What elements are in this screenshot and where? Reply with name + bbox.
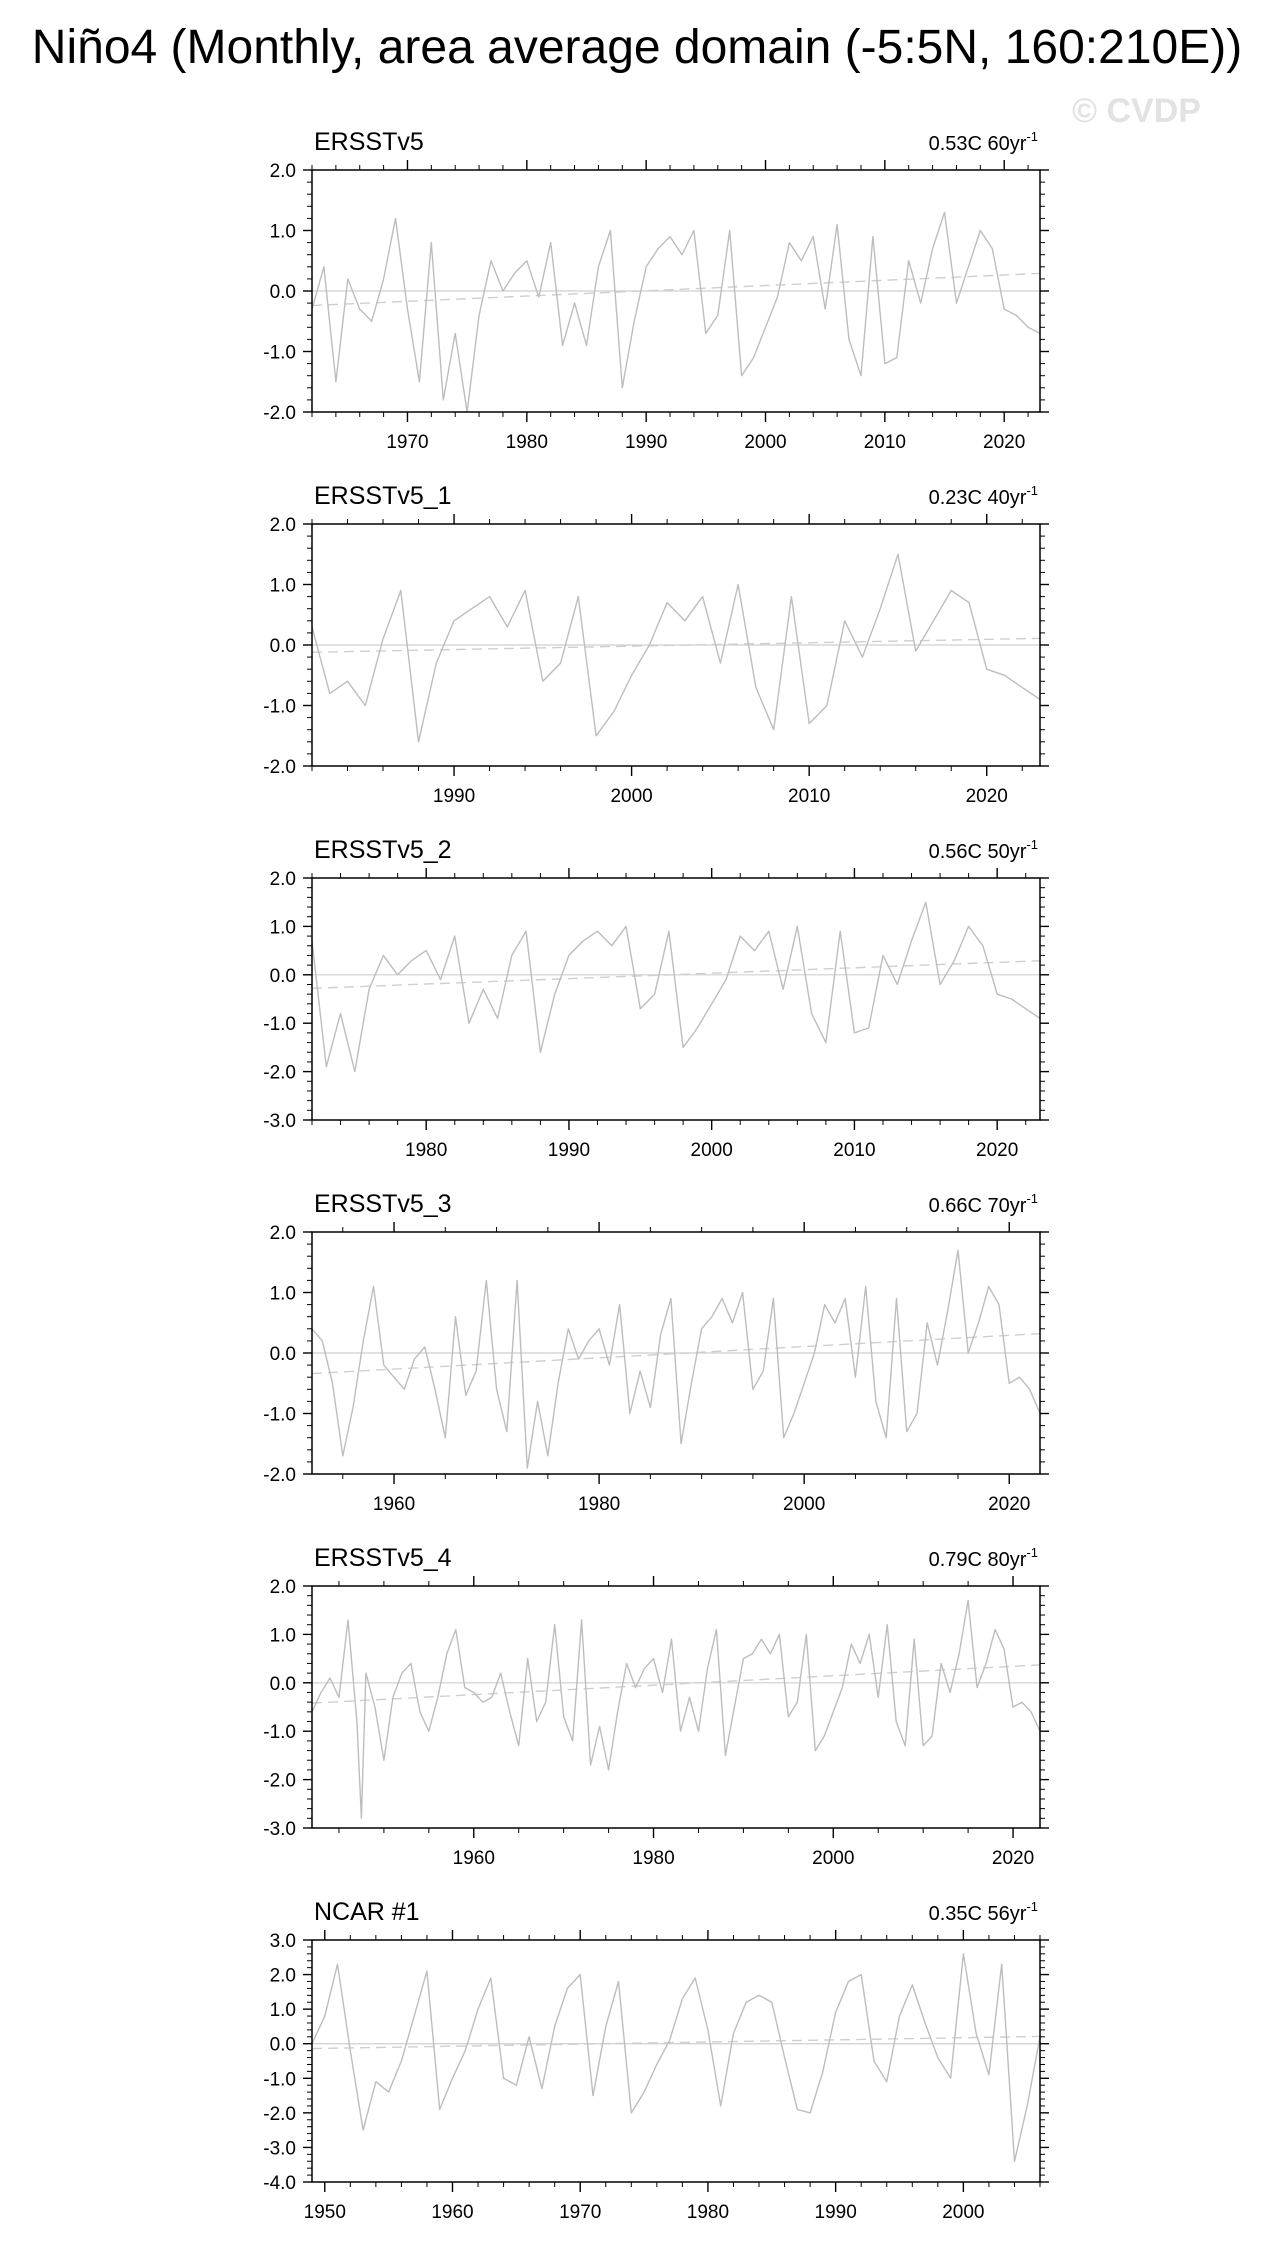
x-tick-label: 2010 (788, 786, 831, 807)
x-tick-label: 1980 (577, 1494, 621, 1515)
trend-annotation: 0.66C $70yr^{-1}$ (928, 1191, 1038, 1217)
x-tick-label: 2000 (783, 1494, 826, 1515)
y-tick-label: -2.0 (263, 1770, 296, 1792)
x-tick-label: 2020 (965, 786, 1008, 807)
plot-frame (312, 1940, 1040, 2182)
x-tick-label: 2000 (690, 1140, 733, 1161)
trend-line (312, 273, 1040, 305)
y-tick-label: 0.0 (269, 2034, 296, 2056)
series-line (312, 902, 1040, 1071)
x-tick-label: 2010 (833, 1140, 876, 1161)
y-tick-label: 2.0 (269, 869, 296, 890)
y-tick-label: -1.0 (263, 696, 296, 718)
y-tick-label: -1.0 (263, 342, 296, 364)
y-tick-label: -3.0 (263, 1819, 296, 1840)
y-tick-label: 2.0 (269, 1965, 296, 1987)
x-tick-label: 1990 (625, 432, 668, 453)
x-tick-label: 1980 (405, 1140, 448, 1161)
panel-label: ERSSTv5 (314, 128, 424, 156)
x-tick-label: 1970 (559, 2202, 602, 2223)
panel-1 (263, 128, 1049, 453)
x-tick-label: 1980 (632, 1848, 675, 1869)
trend-annotation: 0.56C $50yr^{-1}$ (928, 837, 1038, 863)
panel-label: ERSSTv5_1 (314, 482, 452, 510)
y-tick-label: 2.0 (269, 1223, 296, 1244)
x-tick-label: 1960 (452, 1848, 495, 1869)
panel-5 (263, 1544, 1049, 1869)
y-tick-label: 3.0 (269, 1931, 296, 1952)
y-tick-label: -2.0 (263, 2103, 296, 2125)
x-tick-label: 1970 (386, 432, 429, 453)
y-tick-label: -2.0 (263, 403, 296, 424)
y-tick-label: 2.0 (269, 1577, 296, 1598)
x-tick-label: 2000 (942, 2202, 985, 2223)
panel-label: ERSSTv5_3 (314, 1190, 452, 1218)
panel-3 (263, 836, 1049, 1161)
x-tick-label: 2020 (983, 432, 1026, 453)
y-tick-label: 0.0 (269, 282, 296, 303)
y-tick-label: -3.0 (263, 2138, 296, 2160)
y-tick-label: 1.0 (269, 1625, 296, 1647)
plot-frame (312, 1586, 1040, 1828)
trend-annotation: 0.79C $80yr^{-1}$ (928, 1545, 1038, 1571)
x-tick-label: 1950 (303, 2202, 346, 2223)
panel-2 (263, 482, 1049, 807)
y-tick-label: 2.0 (269, 161, 296, 182)
y-tick-label: -2.0 (263, 1062, 296, 1084)
trend-annotation: 0.53C $60yr^{-1}$ (928, 129, 1038, 155)
series-line (312, 554, 1040, 742)
y-tick-label: 1.0 (269, 917, 296, 939)
x-tick-label: 1980 (505, 432, 548, 453)
y-tick-label: 0.0 (269, 1673, 296, 1695)
y-tick-label: 1.0 (269, 1283, 296, 1305)
y-tick-label: -1.0 (263, 1404, 296, 1426)
trend-annotation: 0.23C $40yr^{-1}$ (928, 483, 1038, 509)
x-tick-label: 2020 (976, 1140, 1019, 1161)
x-tick-label: 2000 (744, 432, 787, 453)
x-tick-label: 2000 (812, 1848, 855, 1869)
x-tick-label: 1960 (372, 1494, 416, 1515)
y-tick-label: -2.0 (263, 757, 296, 778)
y-tick-label: -3.0 (263, 1111, 296, 1132)
panel-label: ERSSTv5_4 (314, 1544, 452, 1572)
x-tick-label: 2020 (991, 1848, 1035, 1869)
x-tick-label: 2000 (610, 786, 653, 807)
x-tick-label: 1980 (686, 2202, 730, 2223)
x-tick-label: 1960 (431, 2202, 474, 2223)
page-title: Niño4 (Monthly, area average domain (-5:5N, 160:210E)) (31, 21, 1243, 74)
y-tick-label: 0.0 (269, 1344, 296, 1365)
x-tick-label: 1990 (814, 2202, 857, 2223)
panel-4 (263, 1190, 1049, 1515)
trend-annotation: 0.35C $56yr^{-1}$ (928, 1899, 1038, 1925)
series-line (312, 1250, 1040, 1468)
y-tick-label: 0.0 (269, 636, 296, 657)
y-tick-label: 2.0 (269, 515, 296, 536)
y-tick-label: -1.0 (263, 2069, 296, 2091)
y-tick-label: -1.0 (263, 1014, 296, 1036)
panel-label: ERSSTv5_2 (314, 836, 452, 864)
y-tick-label: -2.0 (263, 1465, 296, 1486)
series-line (312, 212, 1040, 412)
x-tick-label: 2010 (863, 432, 906, 453)
cvdp-watermark: © CVDP (1072, 92, 1201, 130)
y-tick-label: 0.0 (269, 965, 296, 987)
panel-6 (263, 1898, 1049, 2223)
y-tick-label: -1.0 (263, 1722, 296, 1744)
y-tick-label: 1.0 (269, 221, 296, 243)
y-tick-label: 1.0 (269, 575, 296, 597)
series-line (312, 1601, 1040, 1819)
y-tick-label: 1.0 (269, 2000, 296, 2022)
x-tick-label: 1990 (547, 1140, 591, 1161)
series-line (312, 1954, 1040, 2162)
panel-label: NCAR #1 (314, 1898, 420, 1926)
x-tick-label: 2020 (988, 1494, 1031, 1515)
x-tick-label: 1990 (432, 786, 476, 807)
y-tick-label: -4.0 (263, 2173, 296, 2194)
plot-frame (312, 878, 1040, 1120)
